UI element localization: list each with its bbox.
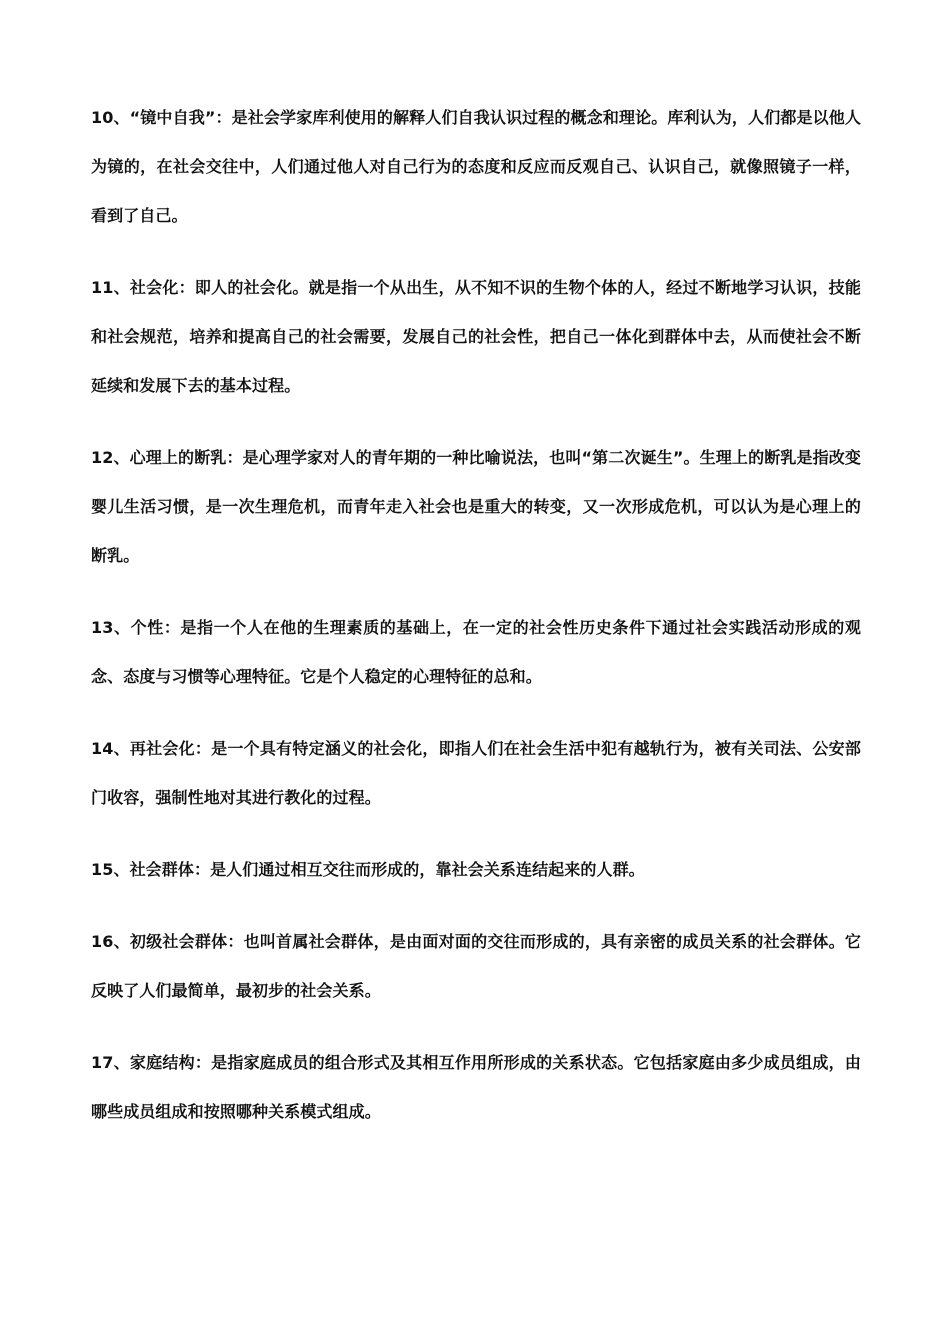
definition-entry-15: 15、社会群体：是人们通过相互交往而形成的，靠社会关系连结起来的人群。 — [91, 860, 645, 879]
definition-entry-11: 11、社会化：即人的社会化。就是指一个从出生，从不知不识的生物个体的人，经过不断地学习认识，技能和社会规范，培养和提高自己的社会需要，发展自己的社会性，把自己一体化到群体中去，从而使社会不断延续和发展下去的基本过程。 — [91, 278, 861, 395]
definition-entry-16: 16、初级社会群体：也叫首属社会群体，是由面对面的交往而形成的，具有亲密的成员关系的社会群体。它反映了人们最简单，最初步的社会关系。 — [91, 932, 861, 1000]
definition-entry-10: 10、“镜中自我”：是社会学家库利使用的解释人们自我认识过程的概念和理论。库利认为，人们都是以他人为镜的，在社会交往中，人们通过他人对自己行为的态度和反应而反观自己、认识自己，就像照镜子一样，看到了自己。 — [91, 108, 861, 225]
definition-entry-17: 17、家庭结构：是指家庭成员的组合形式及其相互作用所形成的关系状态。它包括家庭由多少成员组成，由哪些成员组成和按照哪种关系模式组成。 — [91, 1053, 861, 1121]
definitions-list — [91, 93, 861, 1159]
definition-entry-13: 13、个性：是指一个人在他的生理素质的基础上，在一定的社会性历史条件下通过社会实践活动形成的观念、态度与习惯等心理特征。它是个人稳定的心理特征的总和。 — [91, 618, 861, 686]
definition-entry-14: 14、再社会化：是一个具有特定涵义的社会化，即指人们在社会生活中犯有越轨行为，被有关司法、公安部门收容，强制性地对其进行教化的过程。 — [91, 739, 861, 807]
definition-entry-12: 12、心理上的断乳：是心理学家对人的青年期的一种比喻说法，也叫“第二次诞生”。生理上的断乳是指改变婴儿生活习惯，是一次生理危机，而青年走入社会也是重大的转变，又一次形成危机，可以认为是心理上的断乳。 — [91, 448, 861, 565]
